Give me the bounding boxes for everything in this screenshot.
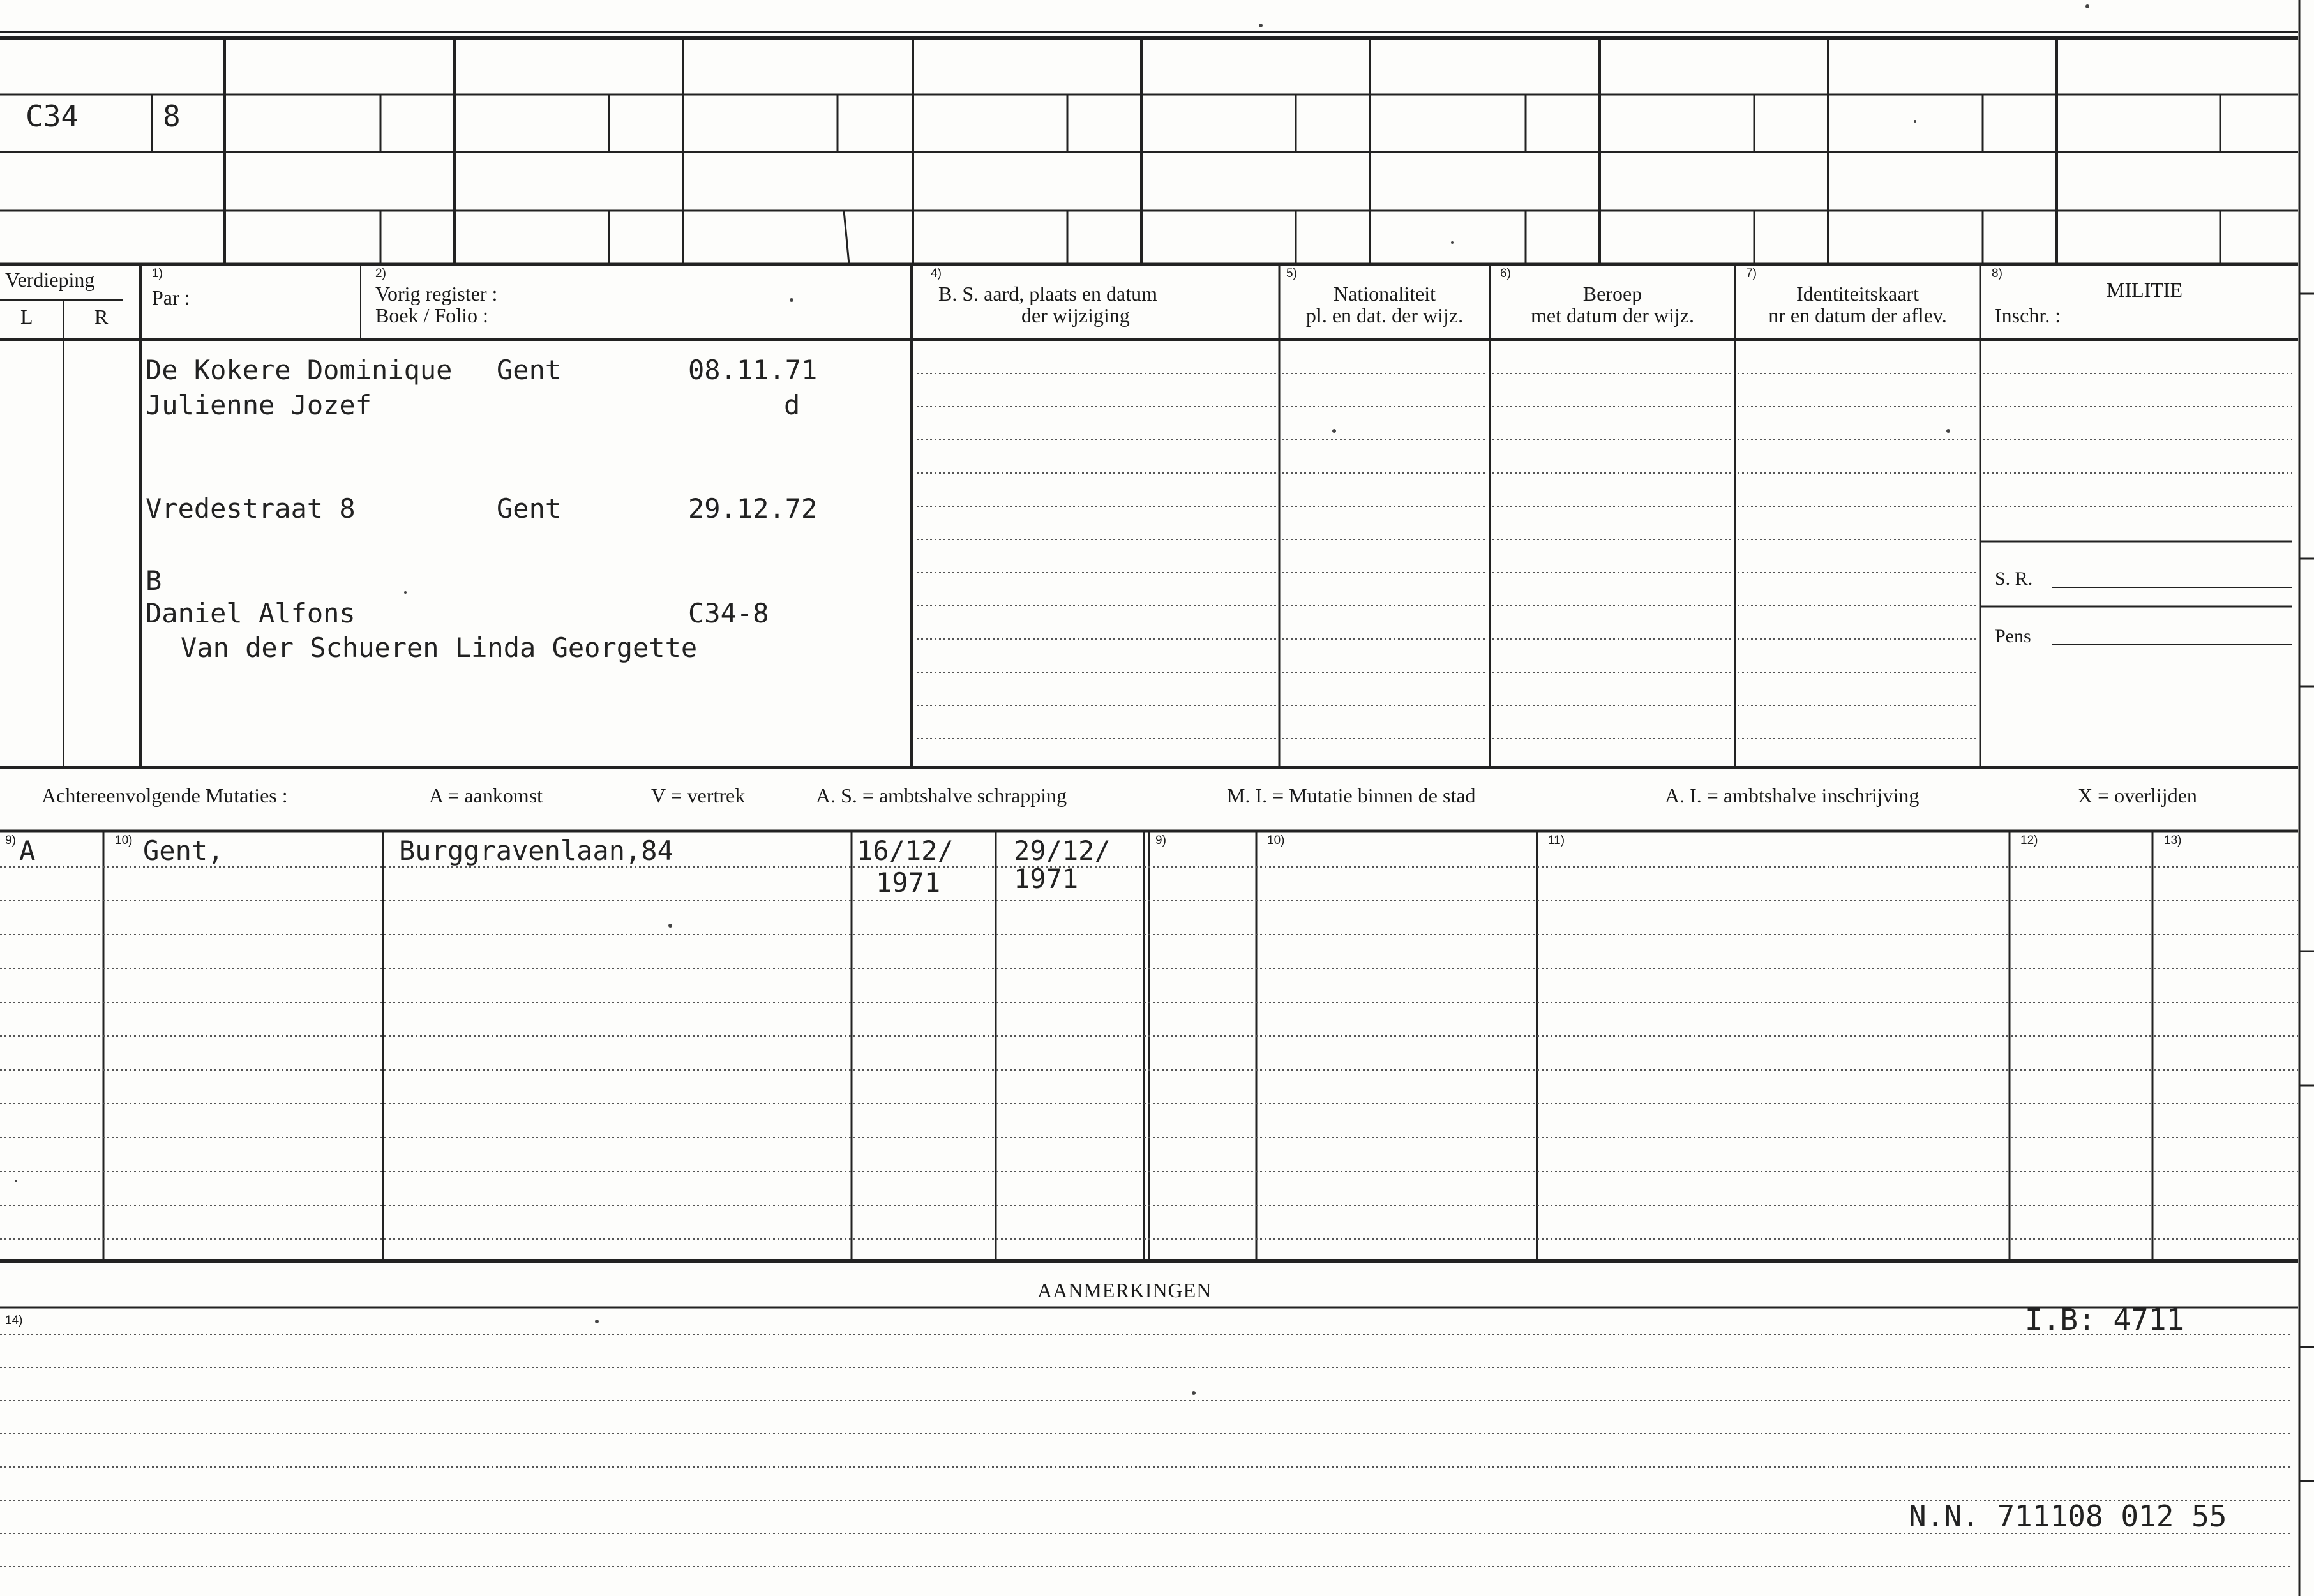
- address-place: Gent: [497, 493, 562, 524]
- mut-col10-number: 10): [115, 834, 133, 847]
- col5-label-line1: Nationaliteit: [1334, 282, 1436, 305]
- legend-a: A = aankomst: [429, 784, 543, 807]
- register-code: C34: [26, 99, 79, 133]
- col7-label-line1: Identiteitskaart: [1796, 282, 1919, 305]
- mutation-street: Burggravenlaan,84: [399, 835, 673, 866]
- col7-label-line2: nr en datum der aflev.: [1768, 304, 1947, 327]
- pens-label: Pens: [1995, 626, 2031, 647]
- address-date: 29.12.72: [688, 493, 818, 524]
- col8-number: 8): [1992, 267, 2002, 280]
- col4-number: 4): [931, 267, 942, 280]
- col7-number: 7): [1746, 267, 1757, 280]
- birth-date: 08.11.71: [688, 354, 818, 386]
- legend-ai: A. I. = ambtshalve inschrijving: [1665, 784, 1920, 807]
- col5-label-line2: pl. en dat. der wijz.: [1305, 304, 1464, 327]
- col1-number: 1): [152, 267, 163, 280]
- person-name-line2: Julienne Jozef: [146, 389, 372, 421]
- col6-label-line2: met datum der wijz.: [1531, 304, 1694, 327]
- mut-col9b-number: 9): [1155, 834, 1166, 847]
- remarks-number: 14): [5, 1314, 23, 1327]
- mutation-date2-year: 1971: [1014, 863, 1079, 894]
- mut-col13-number: 13): [2164, 834, 2182, 847]
- father-reference: C34-8: [688, 598, 769, 629]
- col1-par-label: Par :: [152, 286, 190, 309]
- col2-boek-folio-label: Boek / Folio :: [375, 304, 488, 327]
- col2-vorig-register-label: Vorig register :: [375, 282, 498, 305]
- col2-number: 2): [375, 267, 386, 280]
- col4-label-line2: der wijziging: [1021, 304, 1130, 327]
- legend-x: X = overlijden: [2078, 784, 2197, 807]
- verdieping-label: Verdieping: [5, 268, 95, 291]
- parent-initial: B: [146, 565, 162, 596]
- mut-col9-number: 9): [5, 834, 16, 847]
- birth-place: Gent: [497, 354, 562, 386]
- sex-mark: d: [784, 389, 800, 421]
- person-name-line1: De Kokere Dominique: [146, 354, 453, 386]
- mut-col10b-number: 10): [1267, 834, 1285, 847]
- mutation-date1-year: 1971: [876, 867, 941, 898]
- national-number: N.N. 711108 012 55: [1909, 1499, 2227, 1533]
- register-number: 8: [163, 99, 181, 133]
- col6-number: 6): [1500, 267, 1511, 280]
- remarks-title: AANMERKINGEN: [1037, 1279, 1212, 1302]
- verdieping-r-label: R: [94, 305, 109, 328]
- father-name: Daniel Alfons: [146, 598, 356, 629]
- col8-inschr-label: Inschr. :: [1995, 304, 2061, 327]
- mutation-place: Gent,: [143, 835, 224, 866]
- mutation-date1-daymonth: 16/12/: [857, 835, 954, 866]
- verdieping-l-label: L: [20, 305, 33, 328]
- mutation-date2-daymonth: 29/12/: [1014, 835, 1111, 866]
- col4-label-line1: B. S. aard, plaats en datum: [938, 282, 1158, 305]
- legend-as: A. S. = ambtshalve schrapping: [816, 784, 1067, 807]
- legend-mi: M. I. = Mutatie binnen de stad: [1227, 784, 1476, 807]
- col6-label-line1: Beroep: [1582, 282, 1642, 305]
- legend-v: V = vertrek: [651, 784, 746, 807]
- mut-col12-number: 12): [2020, 834, 2038, 847]
- sr-label: S. R.: [1995, 568, 2033, 589]
- col8-militie-label: MILITIE: [2107, 278, 2183, 301]
- mut-col11-number: 11): [1548, 834, 1565, 847]
- legend-title: Achtereenvolgende Mutaties :: [41, 784, 288, 807]
- ib-number: I.B: 4711: [2025, 1302, 2184, 1337]
- mutation-type: A: [19, 835, 36, 866]
- mother-name: Van der Schueren Linda Georgette: [181, 632, 698, 663]
- address: Vredestraat 8: [146, 493, 356, 524]
- col5-number: 5): [1286, 267, 1297, 280]
